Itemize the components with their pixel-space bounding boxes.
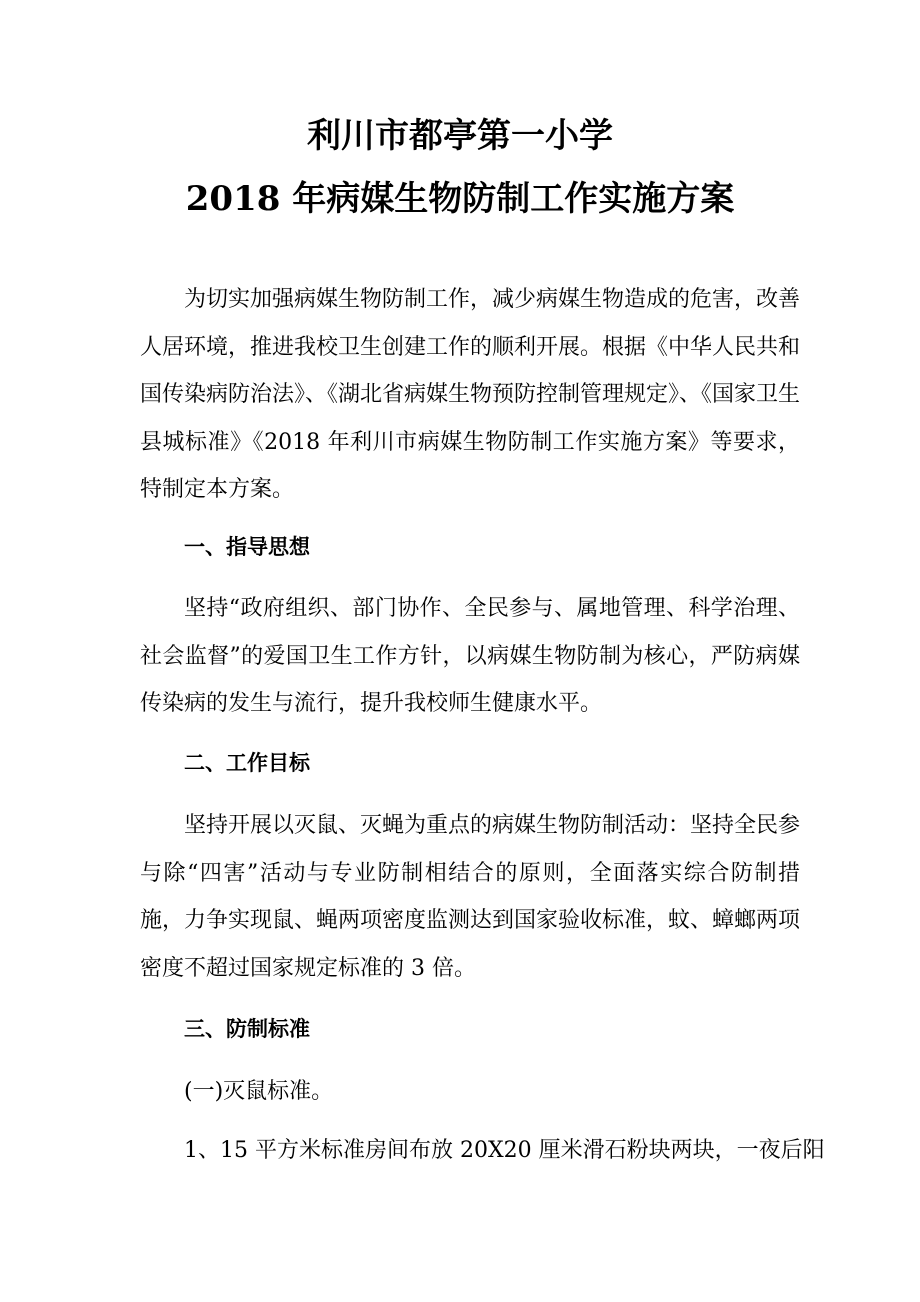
list-item-1: 1、15 平方米标准房间布放 20X20 厘米滑石粉块两块，一夜后阳	[184, 1138, 825, 1163]
intro-paragraph: 为切实加强病媒生物防制工作，减少病媒生物造成的危害，改善人居环境，推进我校卫生创建工作的顺利开展。根据《中华人民共和国传染病防治法》、《湖北省病媒生物预防控制管理规定》、《国家卫生县城标准》《2018 年利川市病媒生物防制工作实施方案》等要求，特制定本方案。	[140, 287, 801, 503]
work-goals-paragraph: 坚持开展以灭鼠、灭蝇为重点的病媒生物防制活动：坚持全民参与除“四害”活动与专业防制相结合的原则，全面落实综合防制措施，力争实现鼠、蝇两项密度监测达到国家验收标准，蚊、蟑螂两项密度不超过国家规定标准的 3 倍。	[140, 813, 801, 981]
document-title-school: 利川市都亭第一小学	[307, 116, 613, 156]
guiding-ideology-paragraph: 坚持“政府组织、部门协作、全民参与、属地管理、科学治理、社会监督”的爱国卫生工作方针，以病媒生物防制为核心，严防病媒传染病的发生与流行，提升我校师生健康水平。	[140, 596, 800, 717]
section-heading-work-goals: 二、工作目标	[184, 750, 310, 775]
section-heading-control-standards: 三、防制标准	[184, 1016, 310, 1041]
document-title-plan: 2018 年病媒生物防制工作实施方案	[185, 179, 735, 219]
section-heading-guiding-ideology: 一、指导思想	[184, 534, 310, 559]
subsection-rodent-control-standard: (一)灭鼠标准。	[184, 1079, 334, 1104]
